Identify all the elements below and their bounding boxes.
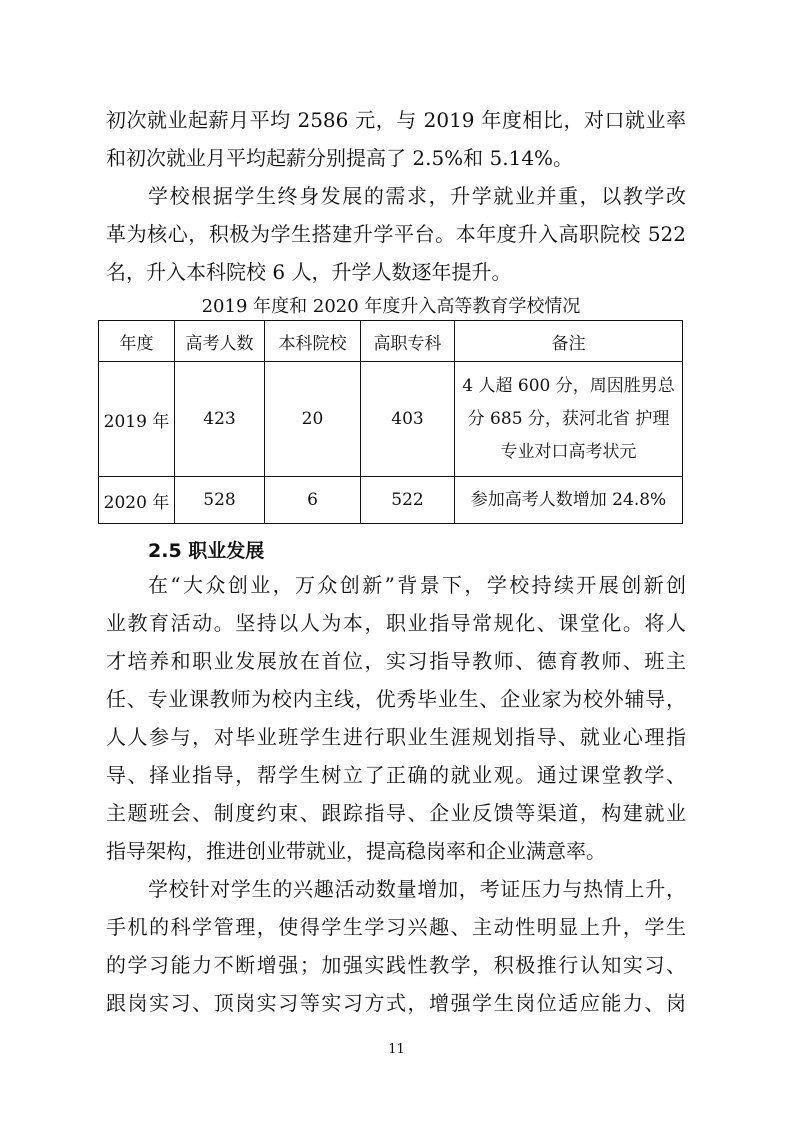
paragraph-line: 人人参与，对毕业班学生进行职业生涯规划指导、就业心理指 — [106, 725, 686, 749]
admissions-table — [98, 320, 683, 524]
note-line: 4 人超 600 分，周因胜男总 — [462, 375, 675, 396]
paragraph-line: 任、专业课教师为校内主线，优秀毕业生、企业家为校外辅导， — [106, 687, 686, 711]
paragraph-line: 初次就业起薪月平均 2586 元，与 2019 年度相比，对口就业率 — [106, 108, 686, 132]
section-heading: 2.5 职业发展 — [148, 540, 265, 562]
paragraph-line: 的学习能力不断增强；加强实践性教学，积极推行认知实习、 — [106, 953, 686, 977]
paragraph-line: 在“大众创业，万众创新”背景下，学校持续开展创新创 — [148, 573, 686, 597]
header-exam-count: 高考人数 — [175, 321, 265, 362]
cell-exam-count: 423 — [175, 362, 265, 477]
cell-exam-count: 528 — [175, 477, 265, 524]
paragraph-line: 业教育活动。坚持以人为本，职业指导常规化、课堂化。将人 — [106, 611, 686, 635]
note-line: 专业对口高考状元 — [500, 441, 637, 462]
header-vocational: 高职专科 — [361, 321, 455, 362]
paragraph-line: 手机的科学管理，使得学生学习兴趣、主动性明显上升，学生 — [106, 915, 686, 939]
header-year: 年度 — [99, 321, 175, 362]
paragraph-line: 指导架构，推进创业带就业，提高稳岗率和企业满意率。 — [106, 839, 606, 863]
header-notes: 备注 — [455, 321, 683, 362]
cell-notes — [455, 362, 683, 477]
paragraph-line: 才培养和职业发展放在首位，实习指导教师、德育教师、班主 — [106, 649, 686, 673]
cell-vocational: 403 — [361, 362, 455, 477]
cell-year: 2019 年 — [99, 362, 175, 477]
paragraph-line: 学校根据学生终身发展的需求，升学就业并重，以教学改 — [148, 184, 686, 208]
paragraph-line: 跟岗实习、顶岗实习等实习方式，增强学生岗位适应能力、岗 — [106, 991, 686, 1015]
table-row — [99, 362, 683, 477]
cell-vocational: 522 — [361, 477, 455, 524]
cell-undergrad: 6 — [265, 477, 361, 524]
table-header-row — [99, 321, 683, 362]
cell-year: 2020 年 — [99, 477, 175, 524]
paragraph-line: 主题班会、制度约束、跟踪指导、企业反馈等渠道，构建就业 — [106, 801, 686, 825]
paragraph-line: 学校针对学生的兴趣活动数量增加，考证压力与热情上升， — [148, 877, 686, 901]
paragraph-line: 名，升入本科院校 6 人，升学人数逐年提升。 — [106, 260, 512, 284]
note-line: 分 685 分，获河北省 护理 — [467, 408, 670, 429]
cell-undergrad: 20 — [265, 362, 361, 477]
table-caption: 2019 年度和 2020 年度升入高等教育学校情况 — [201, 296, 581, 317]
paragraph-line: 和初次就业月平均起薪分别提高了 2.5%和 5.14%。 — [106, 146, 574, 170]
table-row — [99, 477, 683, 524]
paragraph-line: 导、择业指导，帮学生树立了正确的就业观。通过课堂教学、 — [106, 763, 686, 787]
page-number: 11 — [388, 1042, 405, 1057]
paragraph-line: 革为核心，积极为学生搭建升学平台。本年度升入高职院校 522 — [106, 222, 686, 246]
note-line: 参加高考人数增加 24.8% — [470, 489, 667, 510]
cell-notes — [455, 477, 683, 524]
header-undergrad: 本科院校 — [265, 321, 361, 362]
